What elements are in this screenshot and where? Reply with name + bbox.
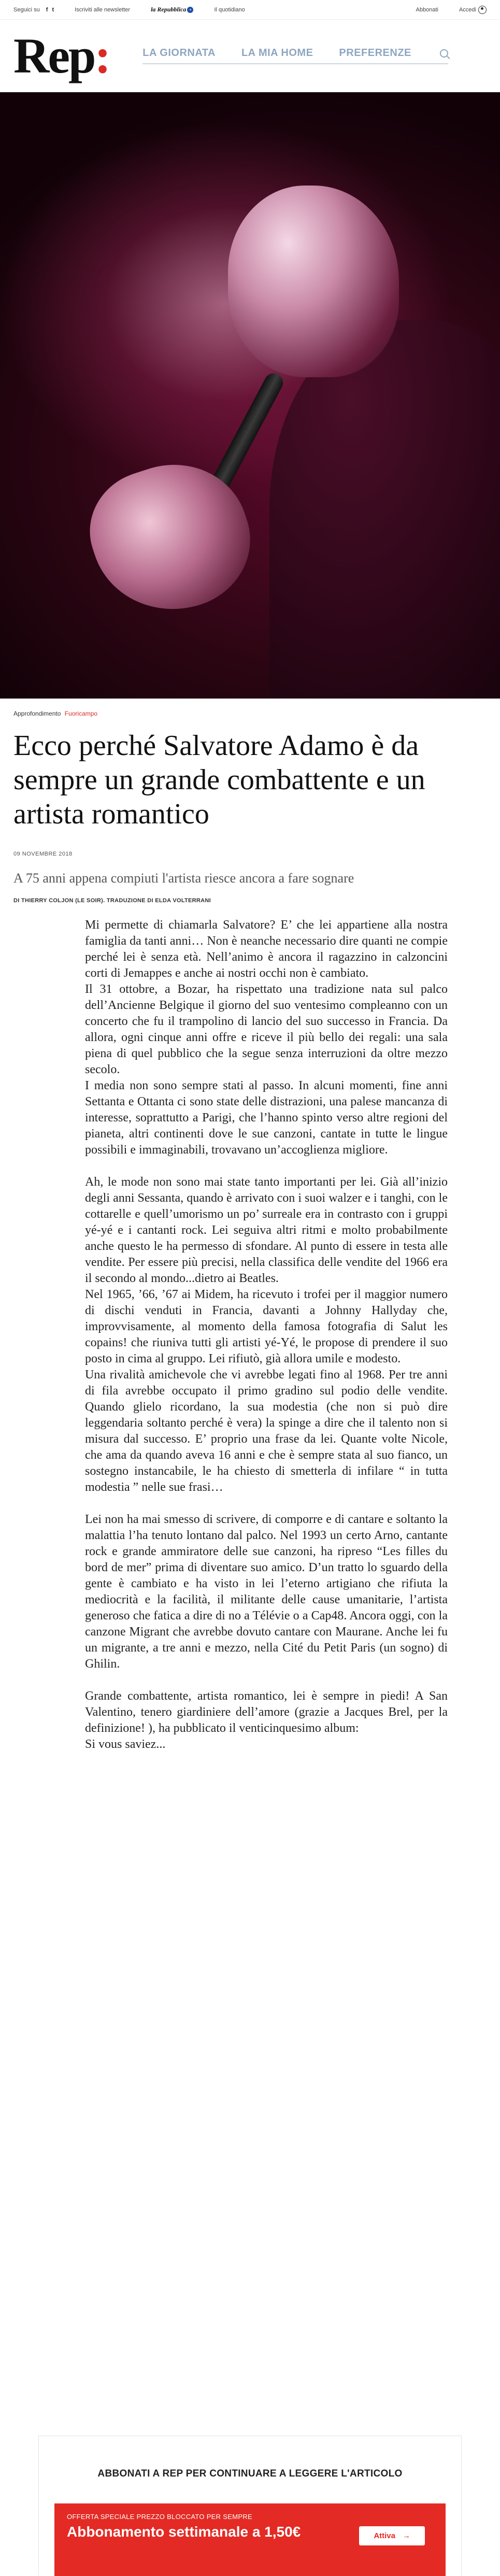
rep-logo[interactable] (13, 27, 110, 83)
facebook-icon[interactable]: f (46, 6, 48, 13)
offer-price-text: Abbonamento settimanale a 1,50€ (67, 2524, 301, 2540)
follow-label: Seguici su (13, 6, 40, 13)
article-paragraph: Mi permette di chiamarla Salvatore? E’ che lei appartiene alla nostra famiglia da tanti anni… Non è neanche necessario dire quanti ne compie perché lei è senza età. Nell’animo è ancora il ragazzino in calzoncini corti di Jemappes e anche ai nostri occhi non è cambiato. (85, 918, 448, 980)
site-header (0, 20, 500, 92)
newsletter-link[interactable]: Iscriviti alle newsletter (75, 6, 131, 13)
repubblica-plus-logo[interactable] (151, 6, 193, 13)
logo-colon: : (94, 27, 110, 83)
activate-label: Attiva (374, 2531, 395, 2540)
account-links (416, 6, 487, 14)
hero-hand-shape (75, 445, 267, 631)
article (0, 710, 500, 1753)
login-label: Accedi (459, 6, 476, 13)
top-utility-bar (0, 0, 500, 20)
article-paragraph: Lei non ha mai smesso di scrivere, di comporre e di cantare e soltanto la malattia l’ha tenuto lontano dal palco. Nel 1993 un certo Arno, cantante rock e grande ammiratore delle sue canzoni, ha ripreso “Les filles du bord de mer” prima di diventare suo amico. D’un tratto lo sguardo della gente è cambiato e ha visto in lei l’eterno artigiano che rifiuta la mediocrità e la facilità, il militante delle cause umanitarie, l’artista generoso che fatica a dire di no a Télévie o a Cap48. Ancora oggi, con la canzone Migrant che avrebbe dovuto cantare con Maurane. Anche lei fu un migrante, a tre anni e mezzo, nella Cité du Petit Paris (un sogno) di Ghilin. (85, 1513, 448, 1671)
article-paragraph: I media non sono sempre stati al passo. In alcuni momenti, fine anni Settanta e Ottanta ci sono state delle distrazioni, una palese mancanza di interesse, soprattutto a Parigi, che l’hanno spinto verso altre regioni del pianeta, altri continenti dove le sue canzoni, cantate in tutte le lingue possibili e immaginabili, trovavano un’accoglienza migliore. (85, 1079, 448, 1157)
article-subtitle: A 75 anni appena compiuti l'artista riesce ancora a fare sognare (13, 871, 354, 886)
repubblica-logo-text: la Repubblica (151, 6, 187, 13)
follow-us (13, 7, 54, 13)
paywall-box (38, 2436, 462, 2575)
kicker-label: Approfondimento (13, 710, 61, 717)
hero-head-shape (228, 186, 399, 377)
quotidiano-link[interactable]: Il quotidiano (214, 6, 245, 13)
article-paragraph: Grande combattente, artista romantico, lei è sempre in piedi! A San Valentino, tenero giardiniere dell’amore (grazie a Jacques Brel, per la definizione! ), ha pubblicato il venticinquesimo album: Si vous saviez... (85, 1689, 448, 1751)
plus-icon: + (187, 7, 193, 13)
activate-button[interactable] (359, 2526, 425, 2545)
article-kicker (13, 710, 487, 717)
article-date: 09 NOVEMBRE 2018 (13, 851, 73, 857)
article-paragraph: Ah, le mode non sono mai state tanto importanti per lei. Già all’inizio degli anni Sessanta, quando è arrivato con i suoi walzer e i tanghi, con le cottarelle e quell’umorismo un po’ surreale era in contrasto con i gruppi yé-yé e i cantanti rock. Lei seguiva altri ritmi e molto probabilmente anche questo le ha permesso di sfondare. Al punto di essere in testa alle vendite. Per essere più precisi, nella classifica delle vendite del 1966 era il secondo al mondo...dietro ai Beatles. (85, 1175, 448, 1285)
main-nav (142, 47, 448, 64)
subscription-offer[interactable] (54, 2503, 446, 2576)
article-paragraph: Una rivalità amichevole che vi avrebbe legati fino al 1968. Per tre anni di fila avrebbe occupato il primo gradino sul podio delle vendite. Quando glielo ricordano, la sua modestia (che non si può dire leggendaria soltanto perché è vera) la spinge a dire che il talento non si misura dal successo. E’ proprio una frase da lei. Quante volte Nicole, che ama da quando aveva 16 anni e che è sempre stata al suo fianco, un sostegno instancabile, le ha chiesto di smetterla di infilare “ in tutta modestia ” nelle sue frasi… (85, 1368, 448, 1494)
nav-la-giornata[interactable]: LA GIORNATA (142, 47, 216, 59)
content-fade (0, 2358, 500, 2441)
kicker-tag[interactable]: Fuoricampo (64, 710, 98, 717)
article-title: Ecco perché Salvatore Adamo è da sempre un grande combattente e un artista romantico (13, 730, 425, 830)
hero-image (0, 92, 500, 699)
user-icon (478, 6, 487, 14)
search-icon[interactable] (440, 49, 448, 58)
article-paragraph: Nel 1965, ’66, ’67 ai Midem, ha ricevuto i trofei per il maggior numero di dischi venduti in Francia, davanti a Johnny Hallyday che, improvvisamente, al momento della famosa fotografia di Salut les copains! che riuniva tutti gli artisti yé-Yé, le propose di prendere il suo posto in cima al gruppo. Lei rifiutò, già allora umile e modesto. (85, 1288, 448, 1365)
social-links (46, 7, 54, 13)
paywall-title: ABBONATI A REP PER CONTINUARE A LEGGERE L'ARTICOLO (97, 2468, 403, 2479)
article-byline: DI THIERRY COLJON (LE SOIR). TRADUZIONE DI ELDA VOLTERRANI (13, 898, 211, 904)
subscribe-link[interactable]: Abbonati (416, 6, 438, 13)
nav-la-mia-home[interactable]: LA MIA HOME (241, 47, 313, 59)
nav-preferenze[interactable]: PREFERENZE (339, 47, 411, 59)
top-links (75, 6, 245, 13)
arrow-right-icon: → (403, 2531, 410, 2540)
article-body (85, 917, 448, 1753)
offer-small-text: OFFERTA SPECIALE PREZZO BLOCCATO PER SEMPRE (67, 2513, 252, 2521)
logo-text: Rep (13, 27, 95, 83)
article-paragraph: Il 31 ottobre, a Bozar, ha rispettato una tradizione nata sul palco dell’Ancienne Belgique il giorno del suo ventesimo compleanno con un concerto che fu il trampolino di lancio del suo successo in Francia. Da allora, ogni cinque anni offre e riceve il più bello dei regali: una sala piena di quel pubblico che la segue senza interruzioni da oltre mezzo secolo. (85, 983, 448, 1076)
login-link[interactable] (459, 6, 487, 14)
twitter-icon[interactable]: t (52, 6, 54, 13)
